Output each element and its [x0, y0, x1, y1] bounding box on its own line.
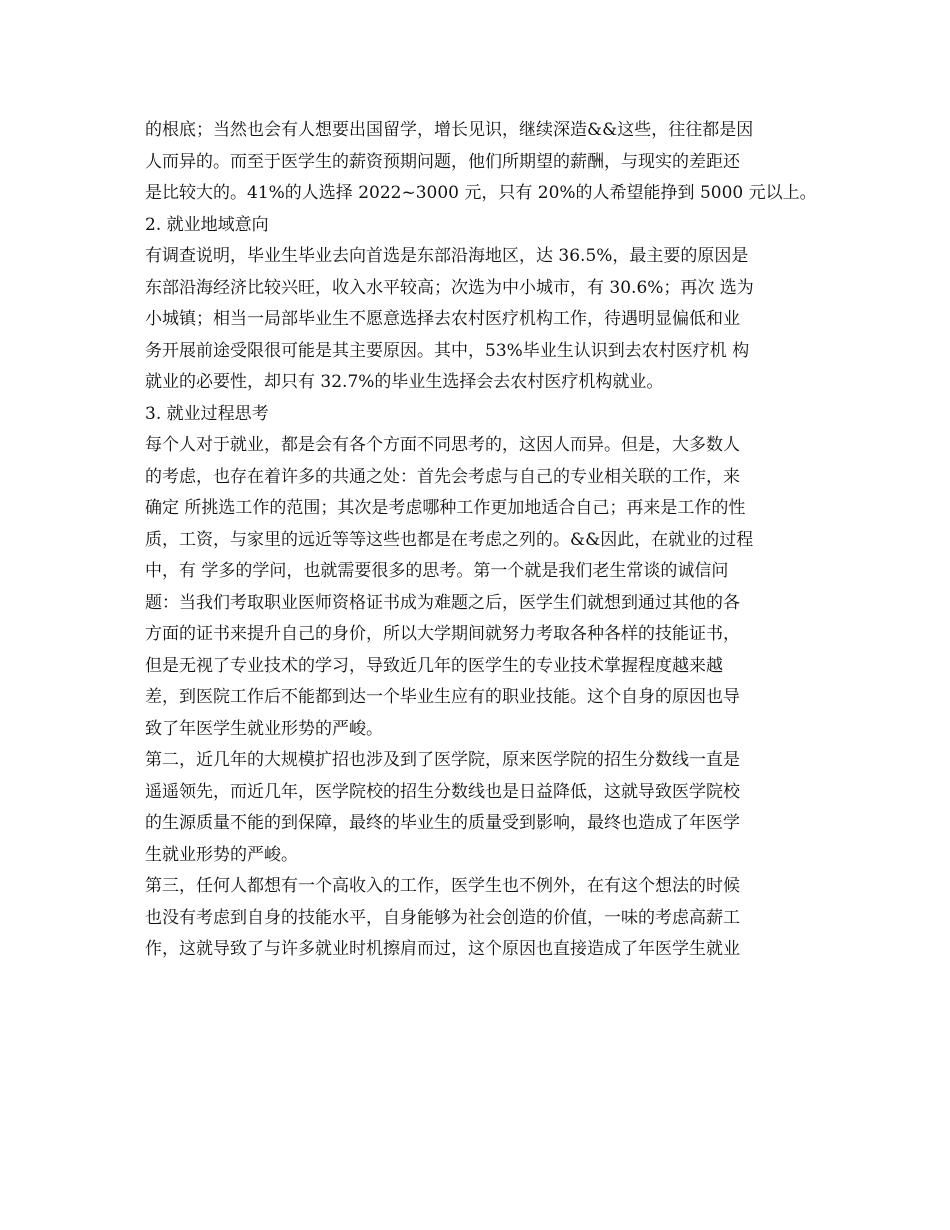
text-line: 作，这就导致了与许多就业时机擦肩而过，这个原因也直接造成了年医学生就业 [145, 939, 740, 959]
paragraph-second-reason [145, 745, 805, 871]
paragraph-process-thinking [145, 430, 805, 745]
paragraph-region-survey [145, 241, 805, 399]
text-line: 的考虑，也存在着许多的共通之处：首先会考虑与自己的专业相关联的工作，来 [145, 466, 740, 487]
text-line: 就业的必要性，却只有 32.7%的毕业生选择会去农村医疗机构就业。 [145, 372, 664, 392]
text-line: 题：当我们考取职业医师资格证书成为难题之后，医学生们就想到通过其他的各 [145, 592, 740, 613]
section-heading: 2. 就业地域意向 [145, 214, 269, 235]
text-line: 是比较大的。41%的人选择 2022~3000 元，只有 20%的人希望能挣到 5000 元以上。 [145, 183, 817, 203]
text-line: 质，工资，与家里的远近等等这些也都是在考虑之列的。&&因此，在就业的过程 [145, 529, 754, 550]
text-line: 有调查说明，毕业生毕业去向首选是东部沿海地区，达 36.5%，最主要的原因是 [145, 246, 749, 266]
text-line: 中，有 学多的学问，也就需要很多的思考。第一个就是我们老生常谈的诚信问 [145, 561, 729, 581]
text-line: 每个人对于就业，都是会有各个方面不同思考的，这因人而异。但是，大多数人 [145, 435, 740, 455]
text-line: 也没有考虑到自身的技能水平，自身能够为社会创造的价值，一味的考虑高薪工 [145, 907, 740, 928]
text-line: 致了年医学生就业形势的严峻。 [145, 718, 383, 739]
text-line: 方面的证书来提升自己的身价，所以大学期间就努力考取各种各样的技能证书， [145, 624, 740, 644]
text-line: 第三，任何人都想有一个高收入的工作，医学生也不例外，在有这个想法的时候 [145, 876, 740, 896]
paragraph-salary-expectation [145, 115, 817, 210]
text-line: 务开展前途受限很可能是其主要原因。其中，53%毕业生认识到去农村医疗机 构 [145, 340, 750, 361]
section-heading-region [145, 210, 805, 242]
text-line: 的生源质量不能的到保障，最终的毕业生的质量受到影响，最终也造成了年医学 [145, 813, 740, 833]
document-body [145, 115, 817, 966]
text-line: 差，到医院工作后不能都到达一个毕业生应有的职业技能。这个自身的原因也导 [145, 687, 740, 707]
text-line: 确定 所挑选工作的范围；其次是考虑哪种工作更加地适合自己；再来是工作的性 [145, 498, 746, 518]
text-line: 但是无视了专业技术的学习，导致近几年的医学生的专业技术掌握程度越来越 [145, 655, 723, 676]
text-line: 人而异的。而至于医学生的薪资预期问题，他们所期望的薪酬，与现实的差距还 [145, 151, 740, 172]
section-heading-process [145, 399, 805, 431]
text-line: 生就业形势的严峻。 [145, 844, 298, 865]
text-line: 的根底；当然也会有人想要出国留学，增长见识，继续深造&&这些，往往都是因 [145, 120, 754, 140]
text-line: 第二，近几年的大规模扩招也涉及到了医学院，原来医学院的招生分数线一直是 [145, 750, 740, 770]
text-line: 东部沿海经济比较兴旺，收入水平较高；次选为中小城市，有 30.6%；再次 选为 [145, 277, 754, 298]
text-line: 小城镇；相当一局部毕业生不愿意选择去农村医疗机构工作，待遇明显偏低和业 [145, 309, 740, 329]
section-heading: 3. 就业过程思考 [145, 403, 269, 424]
text-line: 遥遥领先，而近几年，医学院校的招生分数线也是日益降低，这就导致医学院校 [145, 781, 740, 802]
paragraph-third-reason [145, 871, 805, 966]
